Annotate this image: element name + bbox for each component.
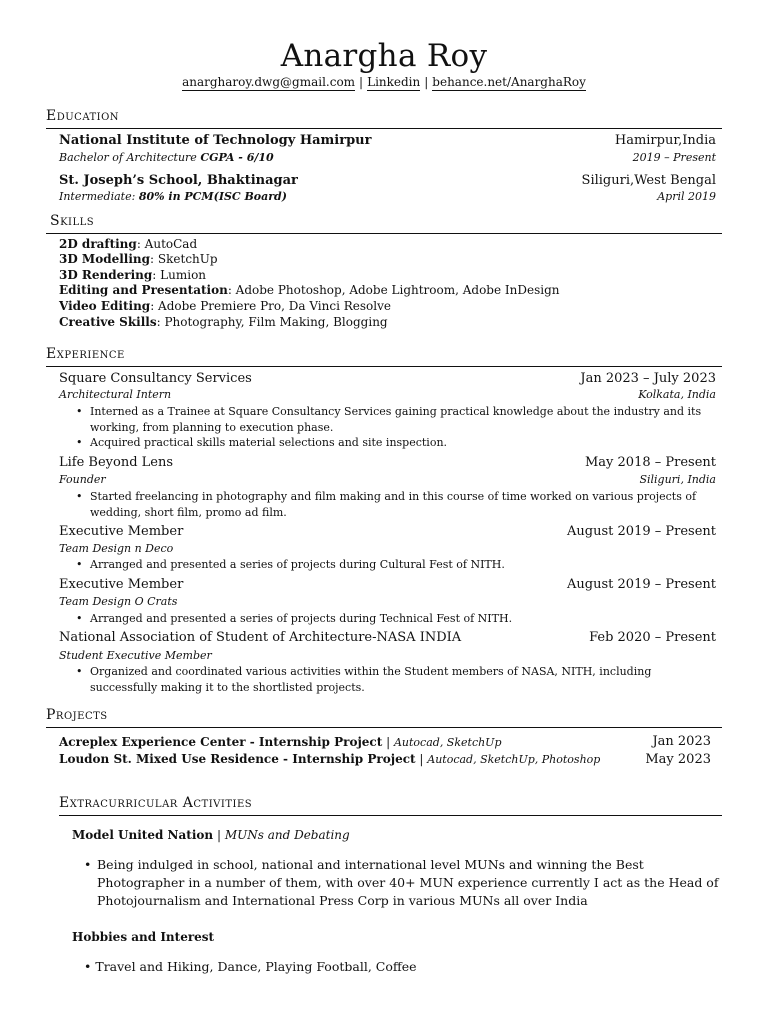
skill-item xyxy=(59,315,388,329)
education-date: 2019 – Present xyxy=(632,151,716,164)
project-item xyxy=(59,752,600,766)
list-item xyxy=(76,404,716,436)
section-rule xyxy=(46,128,722,129)
hobbies-title: Hobbies and Interest xyxy=(72,930,215,944)
bullet-text: Organized and coordinated various activities within the Student members of NASA, NITH, including successfully making it to the shortlisted projects. xyxy=(90,665,652,694)
section-rule xyxy=(59,815,722,816)
list-item xyxy=(76,489,716,521)
skill-label: Creative Skills xyxy=(59,315,157,329)
bullet-icon: • xyxy=(76,436,83,449)
project-date: May 2023 xyxy=(645,752,711,767)
skill-label: Editing and Presentation xyxy=(59,283,228,297)
bullet-text: Arranged and presented a series of projects during Technical Fest of NITH. xyxy=(90,612,513,625)
bullet-icon: • xyxy=(76,665,83,678)
project-name: Loudon St. Mixed Use Residence - Internship Project xyxy=(59,752,416,766)
skill-item xyxy=(59,252,218,266)
experience-date: August 2019 – Present xyxy=(567,524,716,539)
bullet-text: Being indulged in school, national and international level MUNs and winning the Best Photographer in a number of them, with over 40+ MUN experience currently I act as the Head of Photojournalism and International Press Corp in various MUNs all over India xyxy=(97,857,719,908)
experience-date: Feb 2020 – Present xyxy=(589,630,716,645)
education-degree: Intermediate: xyxy=(59,190,136,203)
education-school: National Institute of Technology Hamirpur xyxy=(59,133,372,148)
section-rule xyxy=(46,366,722,367)
skill-value: : Photography, Film Making, Blogging xyxy=(156,315,388,329)
experience-date: August 2019 – Present xyxy=(567,577,716,592)
experience-date: Jan 2023 – July 2023 xyxy=(580,371,716,386)
skill-item xyxy=(59,237,197,251)
experience-role: Team Design O Crats xyxy=(59,595,178,608)
separator: | xyxy=(359,75,364,89)
skill-label: 3D Modelling xyxy=(59,252,151,266)
skill-value: : Lumion xyxy=(152,268,207,282)
project-item xyxy=(59,735,502,749)
separator: | xyxy=(419,752,424,766)
bullet-icon: • xyxy=(84,959,92,974)
email-link[interactable]: anargharoy.dwg@gmail.com xyxy=(182,75,356,89)
list-item xyxy=(76,611,716,627)
separator: | xyxy=(424,75,429,89)
skill-label: 2D drafting xyxy=(59,237,137,251)
skill-value: : Adobe Photoshop, Adobe Lightroom, Adobe InDesign xyxy=(227,283,560,297)
education-degree: Bachelor of Architecture xyxy=(59,151,197,164)
skill-value: : AutoCad xyxy=(136,237,198,251)
skill-item xyxy=(59,283,560,297)
skills-heading: Skills xyxy=(50,213,95,229)
bullet-icon: • xyxy=(76,490,83,503)
experience-role: Founder xyxy=(59,473,106,486)
experience-org: Executive Member xyxy=(59,577,184,592)
section-rule xyxy=(46,233,722,234)
education-grade: CGPA - 6/10 xyxy=(200,151,274,164)
bullet-text: Arranged and presented a series of projects during Cultural Fest of NITH. xyxy=(90,558,505,571)
bullet-icon: • xyxy=(84,857,92,872)
project-date: Jan 2023 xyxy=(652,734,711,749)
education-location: Siliguri,West Bengal xyxy=(581,173,716,188)
list-item xyxy=(84,958,417,976)
skill-item xyxy=(59,268,206,282)
bullet-text: Interned as a Trainee at Square Consultancy Services gaining practical knowledge about the industry and its working, from planning to execution phase. xyxy=(90,405,702,434)
project-tools: Autocad, SketchUp xyxy=(393,736,502,749)
contact-line xyxy=(0,75,768,89)
education-heading: Education xyxy=(46,108,120,124)
separator: | xyxy=(386,735,391,749)
experience-org: Square Consultancy Services xyxy=(59,371,252,386)
projects-heading: Projects xyxy=(46,707,108,723)
project-tools: Autocad, SketchUp, Photoshop xyxy=(427,753,601,766)
bullet-icon: • xyxy=(76,405,83,418)
education-school: St. Joseph’s School, Bhaktinagar xyxy=(59,173,298,188)
experience-location: Kolkata, India xyxy=(638,388,716,401)
experience-role: Student Executive Member xyxy=(59,649,212,662)
skill-label: 3D Rendering xyxy=(59,268,153,282)
extracurricular-heading: Extracurricular Activities xyxy=(59,795,253,811)
skill-item xyxy=(59,299,391,313)
linkedin-link[interactable]: Linkedin xyxy=(367,75,421,89)
section-rule xyxy=(46,727,722,728)
experience-org: National Association of Student of Architecture-NASA INDIA xyxy=(59,630,462,645)
experience-role: Architectural Intern xyxy=(59,388,172,401)
list-item xyxy=(76,664,716,696)
education-date: April 2019 xyxy=(657,190,716,203)
mun-subtitle: MUNs and Debating xyxy=(224,828,350,842)
skill-label: Video Editing xyxy=(59,299,151,313)
bullet-icon: • xyxy=(76,558,83,571)
separator: | xyxy=(216,828,221,842)
bullet-icon: • xyxy=(76,612,83,625)
behance-link[interactable]: behance.net/AnarghaRoy xyxy=(432,75,586,89)
experience-org: Executive Member xyxy=(59,524,184,539)
experience-location: Siliguri, India xyxy=(639,473,716,486)
skill-value: : SketchUp xyxy=(150,252,218,266)
project-name: Acreplex Experience Center - Internship Project xyxy=(59,735,383,749)
list-item xyxy=(76,557,716,573)
experience-date: May 2018 – Present xyxy=(584,455,716,470)
bullet-text: Travel and Hiking, Dance, Playing Football, Coffee xyxy=(95,959,417,974)
experience-org: Life Beyond Lens xyxy=(59,455,174,470)
list-item xyxy=(84,856,724,910)
candidate-name: Anargha Roy xyxy=(280,38,488,74)
experience-role: Team Design n Deco xyxy=(59,542,174,555)
bullet-text: Acquired practical skills material selections and site inspection. xyxy=(90,436,448,449)
education-location: Hamirpur,India xyxy=(614,133,716,148)
education-degree-line xyxy=(59,151,274,164)
list-item xyxy=(76,435,716,451)
education-degree-line xyxy=(59,190,287,203)
education-grade: 80% in PCM(ISC Board) xyxy=(138,190,287,203)
mun-heading-line xyxy=(72,828,350,842)
bullet-text: Started freelancing in photography and film making and in this course of time worked on various projects of wedding, short film, promo ad film. xyxy=(90,490,697,519)
experience-heading: Experience xyxy=(46,346,125,362)
mun-title: Model United Nation xyxy=(72,828,214,842)
skill-value: : Adobe Premiere Pro, Da Vinci Resolve xyxy=(150,299,391,313)
